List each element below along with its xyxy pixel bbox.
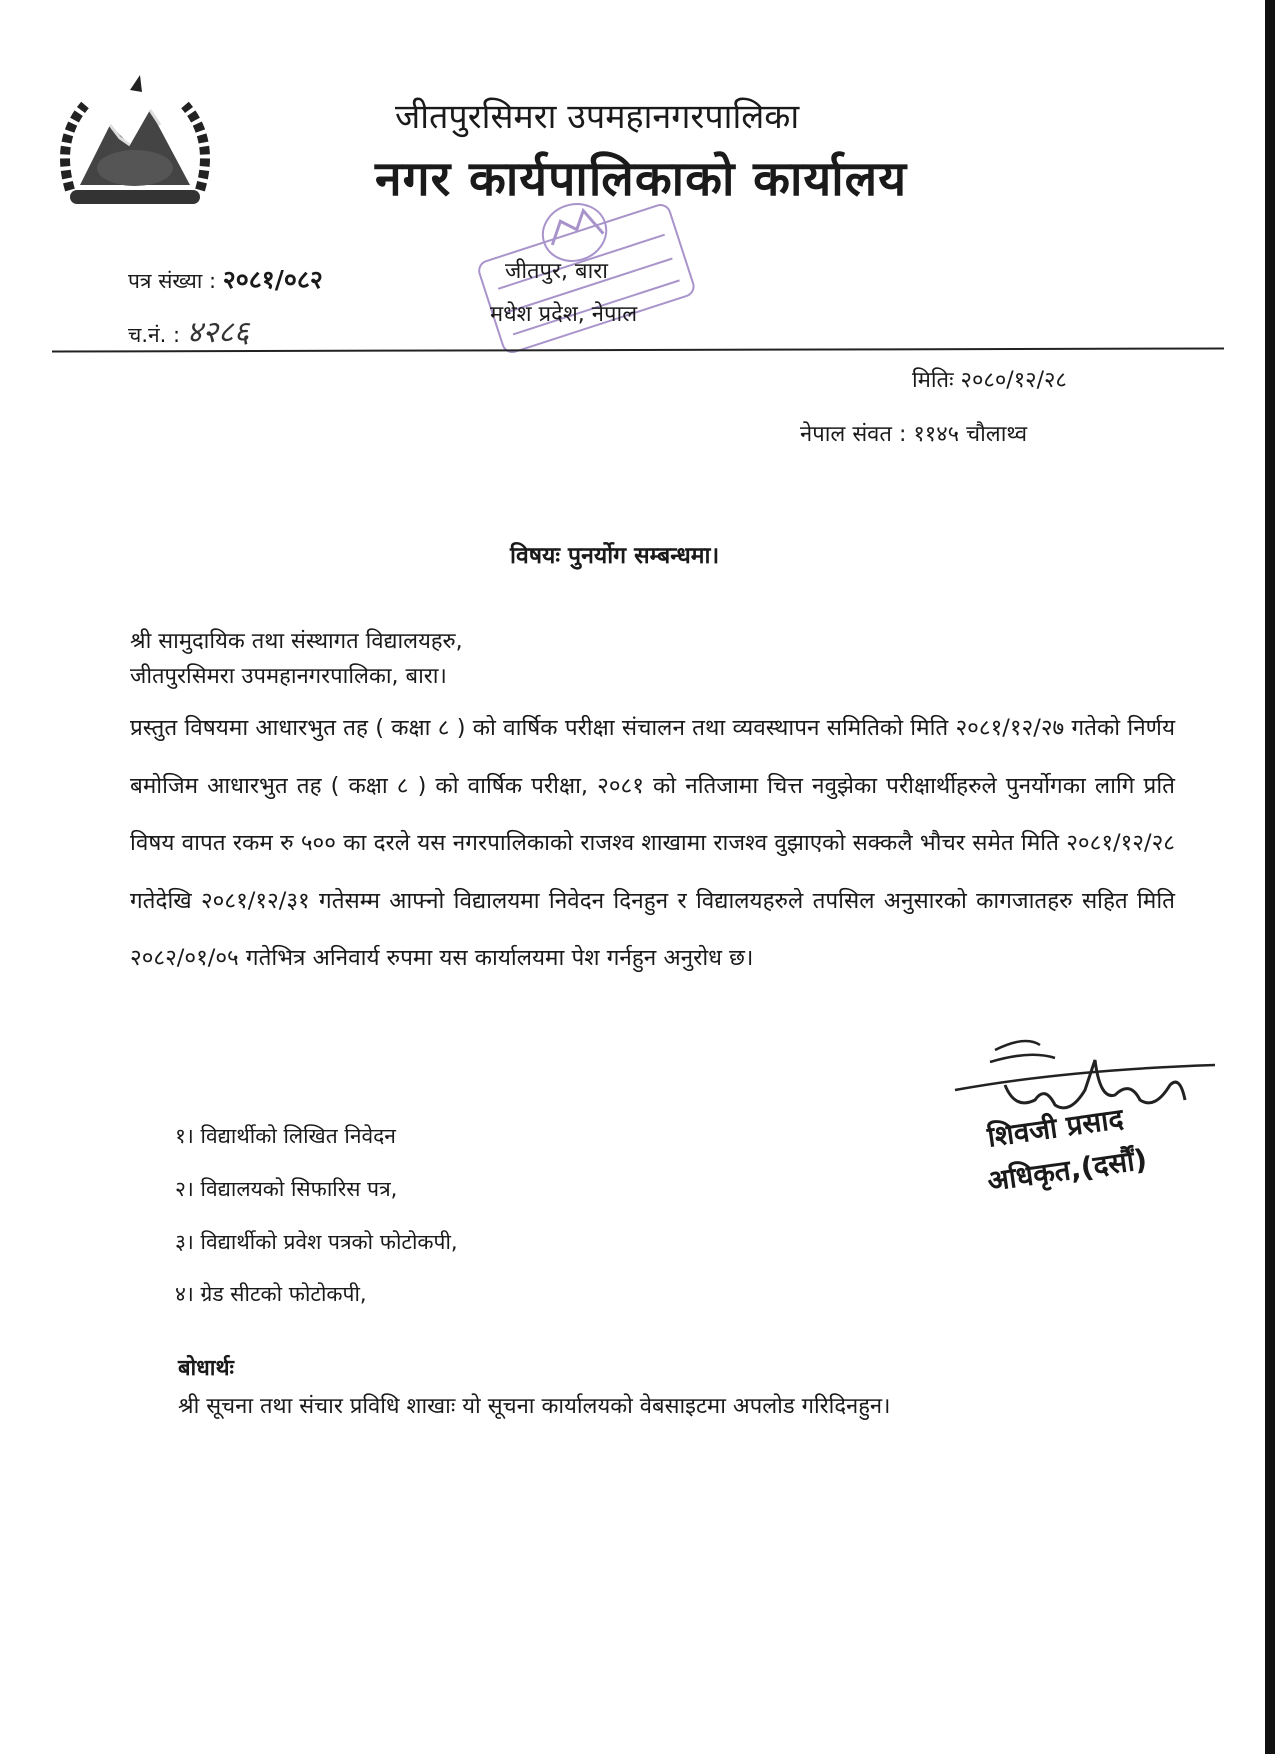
letter-number: पत्र संख्या : २०८१/०८२ <box>128 265 323 294</box>
nepal-sambat-date: नेपाल संवत : ११४५ चौलाथ्व <box>800 422 1028 447</box>
address-line-1: जीतपुर, बारा <box>505 259 608 284</box>
recipient-line-2: जीतपुरसिमरा उपमहानगरपालिका, बारा। <box>130 664 447 689</box>
signatory-name: शिवजी प्रसाद <box>985 1101 1126 1154</box>
letter-body: प्रस्तुत विषयमा आधारभुत तह ( कक्षा ८ ) को वार्षिक परीक्षा संचालन तथा व्यवस्थापन समितिको मिति २०८१/१२/२७ गतेको निर्णय बमोजिम आधारभुत तह ( कक्षा ८ ) को वार्षिक परीक्षा, २०८१ को नतिजामा चित्त नवुझेका परीक्षार्थीहरुले पुनर्योगका लागि प्रति विषय वापत रकम रु ५०० का दरले यस नगरपालिकाको राजश्व शाखामा राजश्व वुझाएको सक्कलै भौचर समेत मिति २०८१/१२/२८ गतेदेखि २०८१/१२/३१ गतेसम्म आफ्नो विद्यालयमा निवेदन दिनहुन र विद्यालयहरुले तपसिल अनुसारको कागजातहरु सहित मिति २०८२/०१/०५ गतेभित्र अनिवार्य रुपमा यस कार्यालयमा पेश गर्नहुन अनुरोध छ। <box>130 715 1175 971</box>
recipient-line-1: श्री सामुदायिक तथा संस्थागत विद्यालयहरु, <box>130 629 463 654</box>
dispatch-number-value: ४२८६ <box>186 315 250 350</box>
list-item: २। विद्यालयको सिफारिस पत्र, <box>175 1177 398 1201</box>
list-item: १। विद्यार्थीको लिखित निवेदन <box>175 1124 396 1148</box>
address-line-2: मधेश प्रदेश, नेपाल <box>490 302 638 327</box>
municipality-name: जीतपुरसिमरा उपमहानगरपालिका <box>395 97 800 137</box>
letter-number-value: २०८१/०८२ <box>222 265 323 294</box>
cc-text: श्री सूचना तथा संचार प्रविधि शाखाः यो सूचना कार्यालयको वेबसाइटमा अपलोड गरिदिनहुन। <box>178 1394 891 1419</box>
scan-edge <box>1265 0 1275 1754</box>
signatory-title: अधिकृत,(दर्सौं) <box>985 1142 1150 1198</box>
list-item: ४। ग्रेड सीटको फोटोकपी, <box>175 1282 367 1306</box>
subject-line: विषयः पुनर्योग सम्बन्धमा। <box>510 543 720 569</box>
letter-date: मितिः २०८०/१२/२८ <box>912 368 1067 393</box>
office-name: नगर कार्यपालिकाको कार्यालय <box>375 151 908 207</box>
cc-title: बोधार्थः <box>178 1356 234 1381</box>
dispatch-number: च.नं. : ४२८६ <box>128 315 250 350</box>
list-item: ३। विद्यार्थीको प्रवेश पत्रको फोटोकपी, <box>175 1230 458 1254</box>
nepal-emblem-icon <box>50 70 220 220</box>
